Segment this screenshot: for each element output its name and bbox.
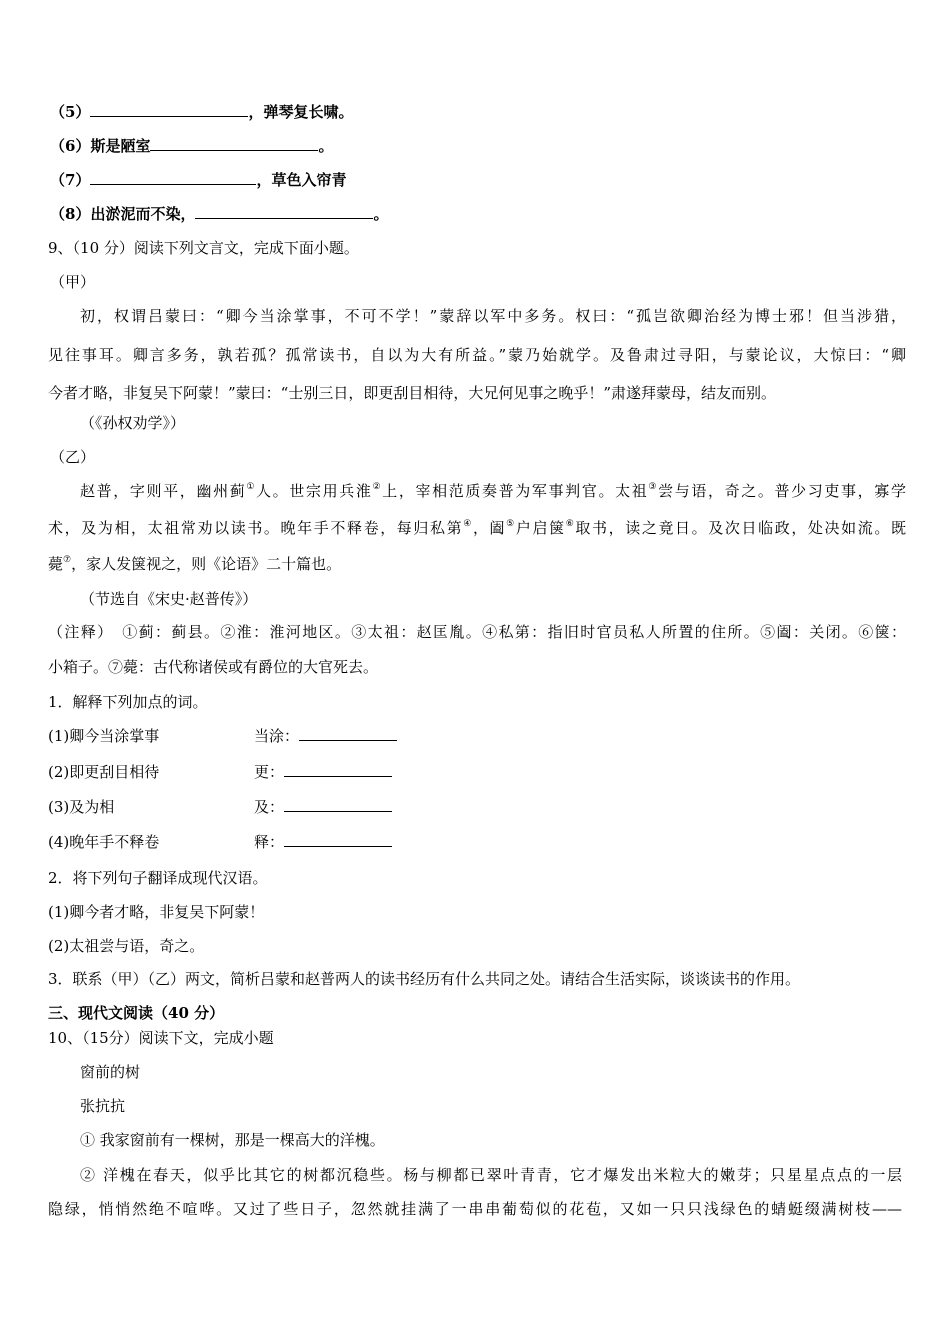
jia-text-line: 初，权谓吕蒙曰：“卿今当涂掌事，不可不学！”蒙辞以军中多务。权曰：“孤岂欲卿治经为博士邪！但当涉猎，: [80, 307, 906, 325]
sub-question-3: 3．联系（甲）（乙）两文，简析吕蒙和赵普两人的读书经历有什么共同之处。请结合生活实际，谈谈读书的作用。: [48, 970, 801, 988]
sub-question-1: 1．解释下列加点的词。: [48, 693, 208, 711]
answer-blank[interactable]: [90, 102, 248, 117]
vocab-item: (2)即更刮目相待 更：: [48, 762, 448, 782]
q9-header: 9、（10 分）阅读下列文言文，完成下面小题。: [48, 239, 359, 257]
answer-blank[interactable]: [195, 204, 373, 219]
answer-blank[interactable]: [150, 136, 318, 151]
answer-blank[interactable]: [284, 832, 392, 847]
fill-item-6: （6）斯是陋室 。: [50, 137, 334, 155]
yi-text-line: 薨⑦，家人发箧视之，则《论语》二十篇也。: [48, 555, 342, 573]
translate-item: (2)太祖尝与语，奇之。: [48, 937, 205, 955]
fill-item-7: （7） ，草色入帘青: [50, 171, 347, 189]
section-heading: 三、现代文阅读（40 分）: [48, 1004, 225, 1022]
answer-blank[interactable]: [284, 762, 392, 777]
jia-label: （甲）: [50, 273, 96, 291]
article-paragraph: ② 洋槐在春天，似乎比其它的树都沉稳些。杨与柳都已翠叶青青，它才爆发出米粒大的嫩芽；只星星点点的一层: [80, 1166, 902, 1184]
vocab-item: (1)卿今当涂掌事 当涂：: [48, 726, 448, 746]
fill-item-8: （8）出淤泥而不染， 。: [50, 205, 389, 223]
answer-blank[interactable]: [90, 170, 256, 185]
translate-item: (1)卿今者才略，非复吴下阿蒙！: [48, 903, 265, 921]
q10-header: 10、（15分）阅读下文，完成小题: [48, 1029, 274, 1047]
article-paragraph: ① 我家窗前有一棵树，那是一棵高大的洋槐。: [80, 1131, 385, 1149]
yi-label: （乙）: [50, 448, 96, 466]
yi-text-line: 赵普，字则平，幽州蓟①人。世宗用兵淮②上，宰相范质奏普为军事判官。太祖③尝与语，奇之。普少习吏事，寡学: [80, 482, 906, 500]
article-paragraph: 隐绿，悄悄然绝不喧哗。又过了些日子，忽然就挂满了一串串葡萄似的花苞，又如一只只浅绿色的蜻蜓缀满树枝——: [48, 1200, 902, 1218]
vocab-item: (4)晚年手不释卷 释：: [48, 832, 448, 852]
vocab-item: (3)及为相 及：: [48, 797, 448, 817]
jia-text-line: 见往事耳。卿言多务，孰若孤？孤常读书，自以为大有所益。”蒙乃始就学。及鲁肃过寻阳，与蒙论议，大惊曰：“卿: [48, 346, 906, 364]
article-author: 张抗抗: [80, 1097, 126, 1115]
sub-question-2: 2．将下列句子翻译成现代汉语。: [48, 869, 268, 887]
jia-text-line: 今者才略，非复吴下阿蒙！”蒙曰：“士别三日，即更刮目相待，大兄何见事之晚乎！”肃遂拜蒙母，结友而别。: [48, 384, 777, 402]
article-title: 窗前的树: [80, 1063, 141, 1081]
jia-source: （《孙权劝学》）: [80, 414, 186, 432]
notes-line: （注释） ①蓟：蓟县。②淮：淮河地区。③太祖：赵匡胤。④私第：指旧时官员私人所置的住所。⑤阖：关闭。⑥箧：: [48, 623, 906, 641]
answer-blank[interactable]: [299, 726, 397, 741]
notes-line: 小箱子。⑦薨：古代称诸侯或有爵位的大官死去。: [48, 658, 379, 676]
fill-item-5: （5） ，弹琴复长啸。: [50, 103, 354, 121]
yi-text-line: 术，及为相，太祖常劝以读书。晚年手不释卷，每归私第④，阖⑤户启箧⑥取书，读之竟日。及次日临政，处决如流。既: [48, 519, 906, 537]
yi-source: （节选自《宋史·赵普传》）: [80, 590, 258, 608]
answer-blank[interactable]: [284, 797, 392, 812]
